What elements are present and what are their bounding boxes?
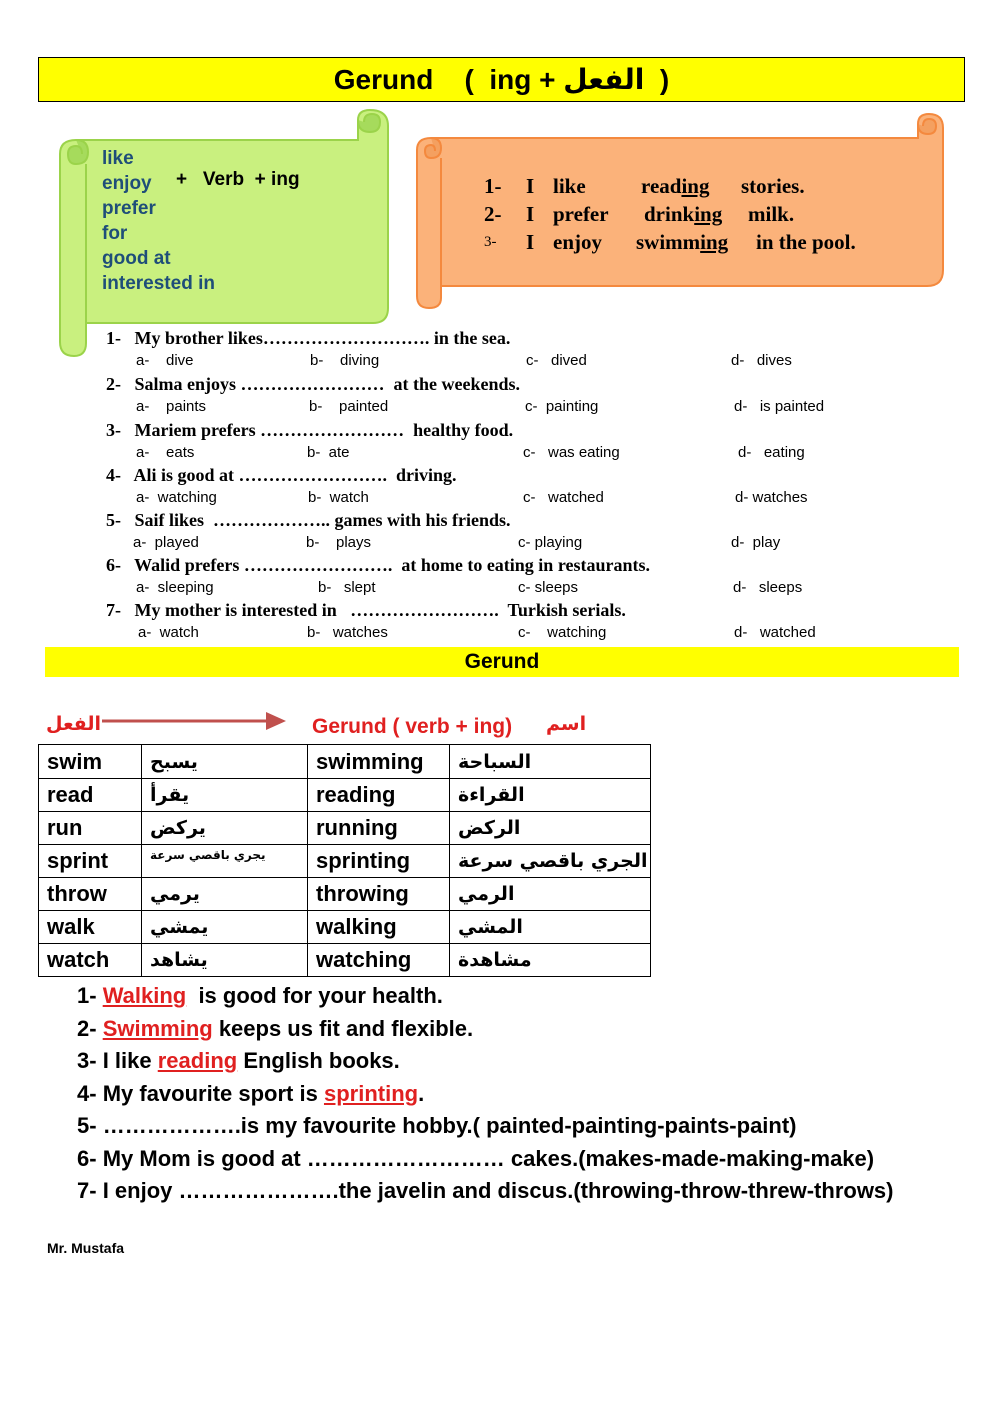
verb-arabic-cell: يشاهد — [142, 944, 308, 977]
option-b: b- ate — [307, 444, 350, 461]
section-band: Gerund — [45, 647, 959, 677]
example-subject: I — [526, 174, 535, 198]
right-arrow-icon — [100, 708, 290, 734]
example-gerund-stem: read — [641, 174, 682, 198]
example-rest: milk. — [748, 202, 795, 226]
gerund-formula: + Verb + ing — [176, 169, 300, 190]
gerund-word: Swimming — [102, 1015, 213, 1041]
gerund-cell: reading — [308, 779, 450, 812]
verb-arabic-cell: يمشي — [142, 911, 308, 944]
sentence: 5- ……………….is my favourite hobby.( painted-painting-paints-paint) — [77, 1113, 797, 1138]
title-open: ( — [464, 63, 474, 95]
option-b: b- plays — [306, 534, 372, 551]
gerund-arabic-cell: القراءة — [450, 779, 651, 812]
example-subject: I — [526, 230, 535, 254]
gerund-word: Walking — [102, 983, 187, 1008]
question-stem: 2- Salma enjoys …………………… at the weekends. — [106, 374, 520, 394]
title-arabic: الفعل — [563, 63, 645, 96]
verb-cell: watch — [39, 944, 142, 977]
example-num: 3- — [484, 234, 497, 250]
multiple-choice-exercise — [106, 328, 966, 645]
question-stem: 6- Walid prefers ……………………. at home to eating in restaurants. — [106, 555, 650, 575]
gerund-arabic-cell: الجري باقصي سرعة — [450, 845, 651, 878]
question — [106, 328, 966, 374]
option-d: d- is painted — [734, 398, 825, 415]
option-b: b- diving — [310, 352, 380, 369]
option-c: c- was eating — [523, 444, 620, 461]
table-row — [39, 845, 651, 878]
table-row — [39, 745, 651, 779]
question-stem: 5- Saif likes ……………….. games with his friends. — [106, 510, 511, 530]
question-stem: 1- My brother likes………………………. in the sea. — [106, 328, 511, 348]
example-verb: enjoy — [553, 230, 602, 254]
question-stem: 3- Mariem prefers …………………… healthy food. — [106, 420, 514, 440]
verb-arabic-heading: الفعل — [46, 713, 102, 735]
option-b: b- painted — [309, 398, 389, 415]
option-a: a- dive — [136, 352, 194, 369]
option-b: b- slept — [318, 579, 376, 596]
option-c: c- watched — [523, 489, 604, 506]
gerund-arabic-cell: السباحة — [450, 745, 651, 779]
verb-cell: read — [39, 779, 142, 812]
verb-arabic-cell: يركض — [142, 812, 308, 845]
option-d: d- dives — [731, 352, 792, 369]
gerund-cell: running — [308, 812, 450, 845]
verb-arabic-cell: يسبح — [142, 745, 308, 779]
option-b: b- watch — [308, 489, 369, 506]
table-row — [39, 779, 651, 812]
author-name: Mr. Mustafa — [47, 1240, 125, 1256]
question — [106, 420, 966, 465]
example-rest: stories. — [741, 174, 805, 198]
option-c: c- playing — [518, 534, 583, 551]
option-d: d- eating — [738, 444, 805, 461]
verb-cell: swim — [39, 745, 142, 779]
option-a: a- watching — [136, 489, 217, 506]
question — [106, 374, 966, 420]
gerund-table — [38, 744, 651, 977]
table-row — [39, 878, 651, 911]
question — [106, 600, 966, 645]
option-a: a- eats — [136, 444, 195, 461]
question-stem: 4- Ali is good at ……………………. driving. — [106, 465, 457, 485]
example-verb: prefer — [553, 202, 609, 226]
sentence: 4- My favourite sport is sprinting. — [77, 1080, 425, 1106]
gerund-cell: sprinting — [308, 845, 450, 878]
gerund-arabic-cell: الركض — [450, 812, 651, 845]
table-row — [39, 944, 651, 977]
option-d: d- watches — [735, 489, 808, 506]
option-a: a- watch — [138, 624, 199, 641]
title-close: ) — [659, 63, 670, 95]
option-c: c- dived — [526, 352, 587, 369]
verb-arabic-cell: يجري باقصي سرعة — [142, 845, 308, 878]
gerund-cell: walking — [308, 911, 450, 944]
example-gerund-stem: swimm — [636, 230, 701, 254]
option-c: c- painting — [525, 398, 599, 415]
example-row — [484, 172, 805, 200]
option-a: a- sleeping — [136, 579, 214, 596]
gerund-heading: Gerund ( verb + ing) — [312, 715, 513, 738]
question — [106, 555, 966, 600]
gerund-arabic-cell: مشاهدة — [450, 944, 651, 977]
trigger-word: like — [102, 148, 134, 169]
gerund-cell: watching — [308, 944, 450, 977]
option-d: d- watched — [734, 624, 816, 641]
example-gerund-suffix: ing — [700, 230, 729, 254]
table-row — [39, 911, 651, 944]
example-gerund-suffix: ing — [694, 202, 723, 226]
option-d: d- play — [731, 534, 781, 551]
trigger-word: for — [102, 223, 128, 244]
verb-cell: throw — [39, 878, 142, 911]
gerund-sentences — [77, 980, 894, 1208]
title-mid: ing + — [489, 63, 556, 95]
example-gerund-suffix: ing — [681, 174, 710, 198]
verb-cell: walk — [39, 911, 142, 944]
example-subject: I — [526, 202, 535, 226]
question — [106, 465, 966, 510]
trigger-word: good at — [102, 248, 171, 269]
question-stem: 7- My mother is interested in ……………………. Turkish serials. — [106, 600, 626, 620]
title-left: Gerund — [333, 63, 434, 95]
option-c: c- sleeps — [518, 579, 579, 596]
gerund-cell: swimming — [308, 745, 450, 779]
example-num: 2- — [484, 202, 502, 226]
example-verb: like — [553, 174, 586, 198]
sentence: 2- Swimming keeps us fit and flexible. — [77, 1015, 474, 1041]
example-sentences — [484, 172, 856, 256]
gerund-cell: throwing — [308, 878, 450, 911]
option-b: b- watches — [307, 624, 388, 641]
trigger-word: interested in — [102, 273, 215, 294]
gerund-arabic-cell: المشي — [450, 911, 651, 944]
verb-cell: run — [39, 812, 142, 845]
option-a: a- paints — [136, 398, 207, 415]
example-row — [484, 200, 795, 228]
trigger-word: prefer — [102, 198, 156, 219]
table-row — [39, 812, 651, 845]
verb-arabic-cell: يرمي — [142, 878, 308, 911]
verb-arabic-cell: يقرأ — [142, 779, 308, 812]
page-title — [38, 57, 965, 102]
trigger-word: enjoy — [102, 173, 152, 194]
gerund-arabic-cell: الرمي — [450, 878, 651, 911]
sentence: 3- I like reading English books. — [77, 1048, 400, 1073]
option-c: c- watching — [518, 624, 607, 641]
question — [106, 510, 966, 555]
noun-arabic-heading: اسم — [546, 713, 587, 735]
example-num: 1- — [484, 174, 502, 198]
sentence: 7- I enjoy ………………….the javelin and discus.(throwing-throw-threw-throws) — [77, 1178, 894, 1203]
sentence: 6- My Mom is good at ……………………… cakes.(makes-made-making-make) — [77, 1145, 875, 1171]
example-row — [484, 228, 856, 256]
option-a: a- played — [133, 534, 199, 551]
sentence: 1- Walking is good for your health. — [77, 983, 443, 1008]
example-rest: in the pool. — [756, 230, 856, 254]
option-d: d- sleeps — [733, 579, 803, 596]
verb-cell: sprint — [39, 845, 142, 878]
gerund-word: sprinting — [323, 1080, 419, 1106]
example-gerund-stem: drink — [644, 202, 695, 226]
gerund-word: reading — [157, 1048, 238, 1073]
